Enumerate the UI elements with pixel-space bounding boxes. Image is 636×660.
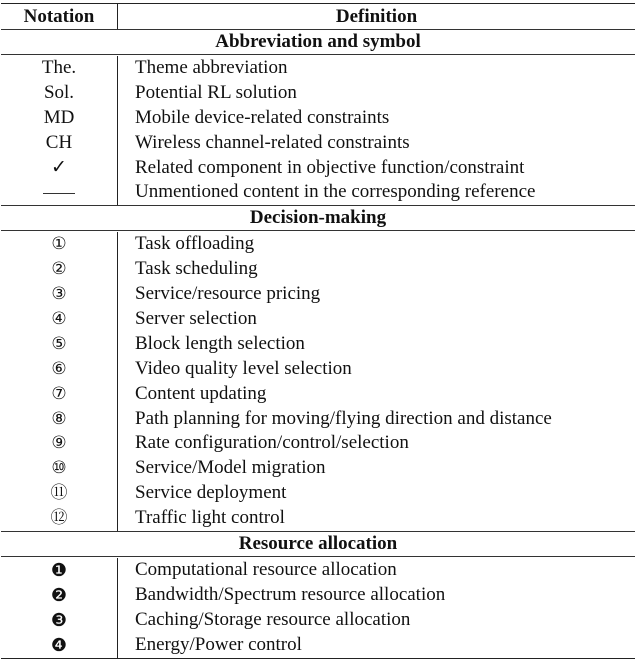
table-row: [1, 558, 635, 583]
definition-cell: Block length selection: [135, 332, 305, 354]
circled-number-icon: ④: [1, 307, 118, 332]
table-row: [1, 332, 635, 357]
circled-number-icon: ⑧: [1, 407, 118, 432]
definition-cell: Energy/Power control: [135, 633, 302, 655]
table-row: [1, 180, 635, 205]
definition-cell: Potential RL solution: [135, 81, 297, 103]
table-row: [1, 357, 635, 382]
header-definition: Definition: [335, 6, 418, 27]
table-row: [1, 481, 635, 506]
table-row: [1, 307, 635, 332]
circled-number-icon: ⑨: [1, 431, 118, 456]
notation-cell: Sol.: [1, 81, 118, 106]
filled-circled-number-icon: ❹: [1, 633, 118, 658]
definition-cell: Unmentioned content in the corresponding reference: [135, 181, 536, 203]
definition-cell: Computational resource allocation: [135, 559, 397, 581]
definition-cell: Bandwidth/Spectrum resource allocation: [135, 583, 446, 605]
definition-cell: Task scheduling: [135, 258, 258, 280]
circled-number-icon: ③: [1, 282, 118, 307]
header-row: [1, 4, 635, 29]
definition-cell: Service/resource pricing: [135, 283, 321, 305]
section-resource-rows: [1, 557, 635, 658]
definition-cell: Content updating: [135, 382, 267, 404]
definition-cell: Rate configuration/control/selection: [135, 432, 409, 454]
section-decision-rows: [1, 231, 635, 531]
definition-cell: Video quality level selection: [135, 357, 352, 379]
filled-circled-number-icon: ❸: [1, 608, 118, 633]
table-row: [1, 456, 635, 481]
table-row: [1, 382, 635, 407]
definition-cell: Service deployment: [135, 482, 287, 504]
circled-number-icon: ⑤: [1, 332, 118, 357]
circled-number-icon: ⑥: [1, 357, 118, 382]
circled-number-icon: ⑩: [1, 456, 118, 481]
definition-cell: Mobile device-related constraints: [135, 106, 390, 128]
table-row: [1, 431, 635, 456]
circled-number-icon: ⑦: [1, 382, 118, 407]
circled-number-icon: ⑪: [1, 481, 118, 506]
notation-table: [1, 3, 635, 659]
definition-cell: Server selection: [135, 308, 257, 330]
table-row: [1, 633, 635, 658]
definition-cell: Related component in objective function/constraint: [135, 156, 525, 178]
checkmark-icon: ✓: [1, 156, 118, 181]
definition-cell: Traffic light control: [135, 507, 285, 529]
notation-cell: MD: [1, 106, 118, 131]
definition-cell: Path planning for moving/flying direction and distance: [135, 407, 552, 429]
table-row: [1, 131, 635, 156]
table-row: [1, 407, 635, 432]
dash-icon: [43, 193, 75, 194]
table-row: [1, 506, 635, 531]
table-row: [1, 232, 635, 257]
table-row: [1, 81, 635, 106]
section-title-decision-making: Decision-making: [249, 207, 387, 229]
table-row: [1, 257, 635, 282]
filled-circled-number-icon: ❶: [1, 558, 118, 583]
table-row: [1, 608, 635, 633]
section-abbreviation-rows: [1, 55, 635, 205]
table-row: [1, 106, 635, 131]
table-row: [1, 583, 635, 608]
definition-cell: Service/Model migration: [135, 457, 326, 479]
header-notation: Notation: [1, 4, 118, 29]
notation-cell: [1, 180, 118, 205]
table-row: [1, 56, 635, 81]
definition-cell: Wireless channel-related constraints: [135, 131, 410, 153]
section-title-abbreviation: Abbreviation and symbol: [215, 31, 421, 52]
table-row: [1, 156, 635, 181]
filled-circled-number-icon: ❷: [1, 583, 118, 608]
notation-cell: CH: [1, 131, 118, 156]
section-title-resource-allocation: Resource allocation: [238, 533, 398, 555]
circled-number-icon: ①: [1, 232, 118, 257]
circled-number-icon: ⑫: [1, 506, 118, 531]
definition-cell: Theme abbreviation: [135, 57, 288, 78]
definition-cell: Task offloading: [135, 233, 255, 255]
bottom-rule: [1, 658, 635, 659]
definition-cell: Caching/Storage resource allocation: [135, 608, 411, 630]
notation-cell: The.: [1, 56, 118, 81]
table-row: [1, 282, 635, 307]
circled-number-icon: ②: [1, 257, 118, 282]
